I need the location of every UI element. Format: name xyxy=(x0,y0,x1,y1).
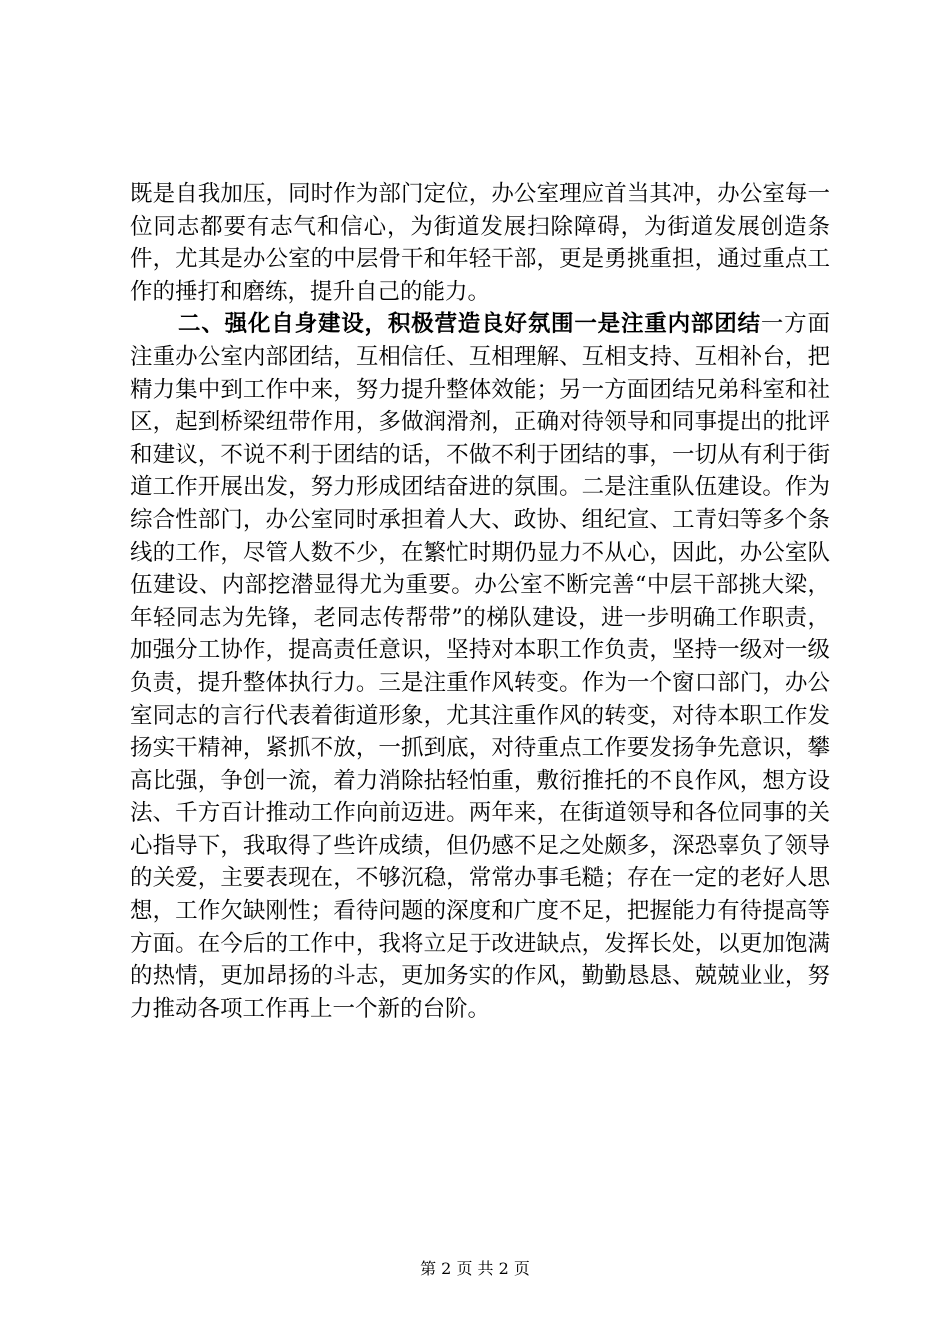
paragraph-2-text: 一方面注重办公室内部团结，互相信任、互相理解、互相支持、互相补台，把精力集中到工作中来，努力提升整体效能；另一方面团结兄弟科室和社区，起到桥梁纽带作用，多做润滑剂，正确对待领导和同事提出的批评和建议，不说不利于团结的话，不做不利于团结的事，一切从有利于街道工作开展出发，努力形成团结奋进的氛围。二是注重队伍建设。作为综合性部门，办公室同时承担着人大、政协、组纪宣、工青妇等多个条线的工作，尽管人数不少，在繁忙时期仍显力不从心，因此，办公室队伍建设、内部挖潜显得尤为重要。办公室不断完善“中层干部挑大梁，年轻同志为先锋，老同志传帮带”的梯队建设，进一步明确工作职责，加强分工协作，提高责任意识，坚持对本职工作负责，坚持一级对一级负责，提升整体执行力。三是注重作风转变。作为一个窗口部门，办公室同志的言行代表着街道形象，尤其注重作风的转变，对待本职工作发扬实干精神，紧抓不放，一抓到底，对待重点工作要发扬争先意识，攀高比强，争创一流，着力消除拈轻怕重，敷衍推托的不良作风，想方设法、千方百计推动工作向前迈进。两年来，在街道领导和各位同事的关心指导下，我取得了些许成绩，但仍感不足之处颇多，深恐辜负了领导的关爱，主要表现在，不够沉稳，常常办事毛糙；存在一定的老好人思想，工作欠缺刚性；看待问题的深度和广度不足，把握能力有待提高等方面。在今后的工作中，我将立足于改进缺点，发挥长处，以更加饱满的热情，更加昂扬的斗志，更加务实的作风，勤勤恳恳、兢兢业业，努力推动各项工作再上一个新的台阶。 xyxy=(130,311,830,1022)
paragraph-1-text: 既是自我加压，同时作为部门定位，办公室理应首当其冲，办公室每一位同志都要有志气和信心，为街道发展扫除障碍，为街道发展创造条件，尤其是办公室的中层骨干和年轻干部，更是勇挑重担，通过重点工作的捶打和磨练，提升自己的能力。 xyxy=(130,181,830,305)
page-number-label: 第 2 页 共 2 页 xyxy=(420,1259,530,1278)
paragraph-1 xyxy=(130,178,830,308)
section-heading: 二、强化自身建设，积极营造良好氛围一是注重内部团结 xyxy=(178,311,761,338)
paragraph-2 xyxy=(130,308,830,1025)
page-footer xyxy=(0,1259,950,1279)
document-body xyxy=(130,178,830,1025)
